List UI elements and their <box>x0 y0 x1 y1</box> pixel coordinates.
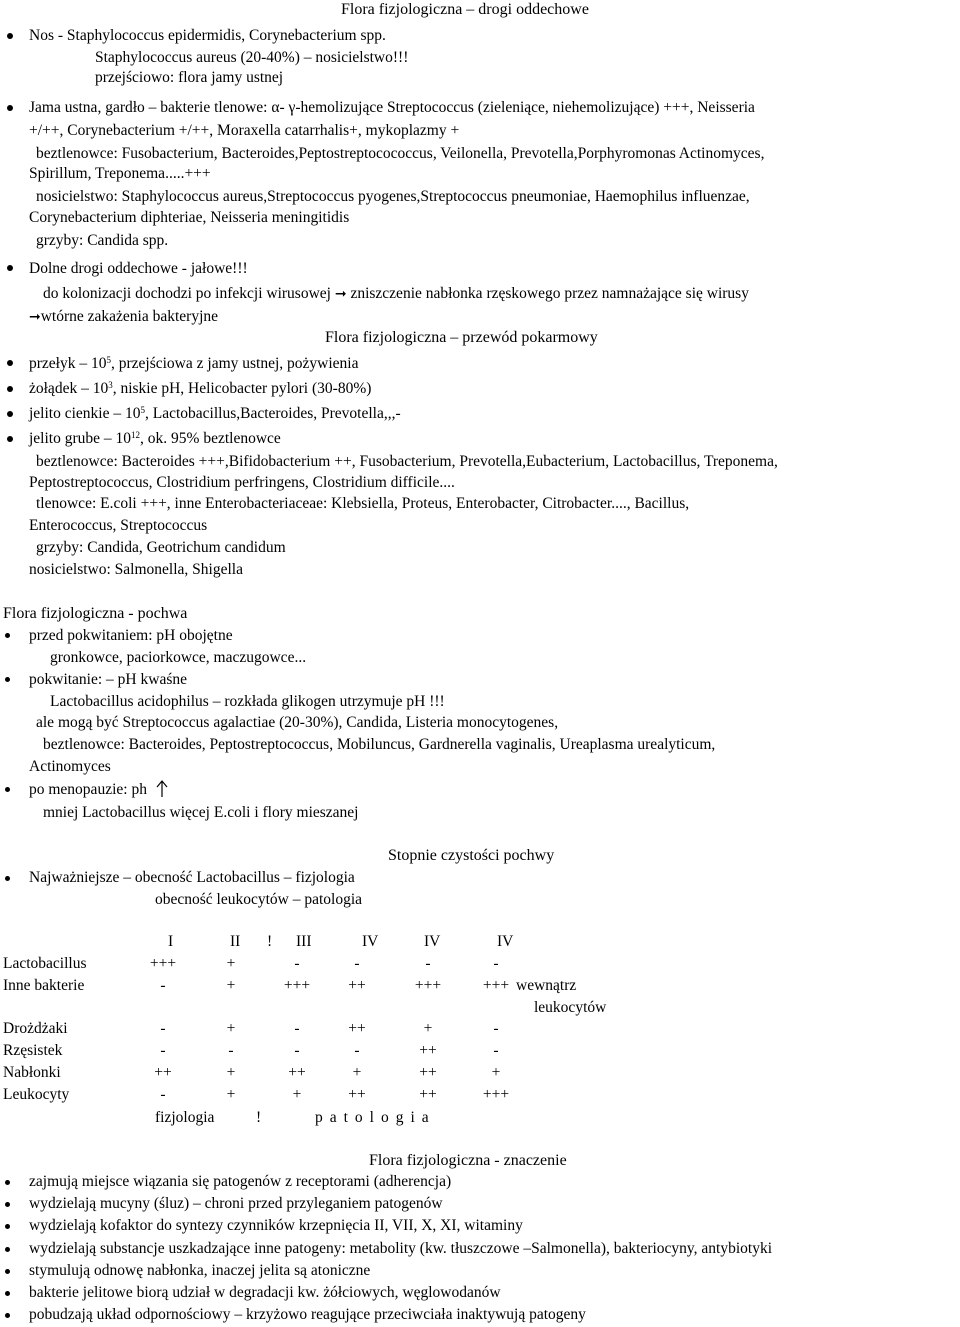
text-line: nosicielstwo: Salmonella, Shigella <box>29 561 243 578</box>
section-title-vagina: Flora fizjologiczna - pochwa <box>3 605 188 622</box>
text-line <box>29 354 358 374</box>
table-footer-physiology: fizjologia <box>155 1109 215 1126</box>
text-line: Najważniejsze – obecność Lactobacillus – fizjologia <box>29 869 355 886</box>
bullet <box>5 1202 10 1207</box>
table-cell: - <box>228 1042 234 1059</box>
arrow-up-icon <box>155 780 169 804</box>
exponent: 3 <box>108 380 113 390</box>
text-line: Staphylococcus aureus (20-40%) – nosicielstwo!!! <box>95 49 409 66</box>
bullet <box>5 876 10 881</box>
table-cell: + <box>423 1020 433 1037</box>
text-line <box>29 780 169 804</box>
table-cell: + <box>352 1064 362 1081</box>
list-item: wydzielają substancje uszkadzające inne patogeny: metabolity (kw. tłuszczowe –Salmonella), bakteriocyny, antybiotyki <box>29 1240 773 1257</box>
text-fragment: , przejściowa z jamy ustnej, pożywienia <box>110 355 359 372</box>
arrow-right-icon: ➞ <box>29 309 41 325</box>
table-cell: +++ <box>149 955 177 972</box>
list-item: stymulują odnowę nabłonka, inaczej jelita są atoniczne <box>29 1262 371 1279</box>
table-header-cell: IV <box>424 933 441 950</box>
text-line <box>29 404 401 424</box>
table-cell: ++ <box>419 1042 437 1059</box>
text-line: Nos - Staphylococcus epidermidis, Corynebacterium spp. <box>29 27 386 44</box>
text-line <box>29 429 281 449</box>
text-line: Enterococcus, Streptococcus <box>29 517 208 534</box>
bullet <box>5 787 10 792</box>
text-fragment: , Lactobacillus,Bacteroides, Prevotella,,,- <box>144 405 401 422</box>
table-cell: ++ <box>348 1020 366 1037</box>
text-line: Peptostreptococcus, Clostridium perfringens, Clostridium difficile.... <box>29 474 455 491</box>
text-line <box>29 307 218 327</box>
bullet <box>5 1269 10 1274</box>
bullet <box>5 1224 10 1229</box>
table-cell: +++ <box>414 977 442 994</box>
bullet <box>5 1247 10 1252</box>
table-cell: +++ <box>482 1086 510 1103</box>
text-line: ale mogą być Streptococcus agalactiae (20-30%), Candida, Listeria monocytogenes, <box>36 714 559 731</box>
exponent: 5 <box>106 355 111 365</box>
table-cell: - <box>354 955 360 972</box>
bullet <box>7 105 13 111</box>
bullet <box>5 1291 10 1296</box>
table-cell: - <box>160 1086 166 1103</box>
text-line: grzyby: Candida spp. <box>36 232 169 249</box>
text-line: Lactobacillus acidophilus – rozkłada glikogen utrzymuje pH !!! <box>50 693 445 710</box>
text-line <box>43 284 749 304</box>
text-line: obecność leukocytów – patologia <box>155 891 363 908</box>
table-cell: + <box>226 1086 236 1103</box>
table-row-label: Leukocyty <box>3 1086 70 1103</box>
exponent: 5 <box>140 405 145 415</box>
text-fragment: , ok. 95% beztlenowce <box>140 430 281 447</box>
table-cell: - <box>160 977 166 994</box>
arrow-right-icon: ➞ <box>334 286 347 302</box>
bullet <box>7 33 13 39</box>
bullet <box>5 1180 10 1185</box>
table-cell: ++ <box>348 1086 366 1103</box>
list-item: wydzielają kofaktor do syntezy czynników krzepnięcia II, VII, X, XI, witaminy <box>29 1217 523 1234</box>
table-cell: - <box>493 955 499 972</box>
table-header-cell: I <box>168 933 174 950</box>
text-line: Dolne drogi oddechowe - jałowe!!! <box>29 260 248 277</box>
table-footer-separator: ! <box>256 1109 262 1126</box>
table-cell: ++ <box>419 1086 437 1103</box>
text-line: grzyby: Candida, Geotrichum candidum <box>36 539 286 556</box>
section-title-digestive: Flora fizjologiczna – przewód pokarmowy <box>325 329 598 346</box>
text-line: tlenowce: E.coli +++, inne Enterobacteriaceae: Klebsiella, Proteus, Enterobacter, Citrobacter...., Bacillus, <box>36 495 690 512</box>
bullet <box>5 633 10 638</box>
table-cell: - <box>425 955 431 972</box>
table-cell: + <box>292 1086 302 1103</box>
text-line: przed pokwitaniem: pH obojętne <box>29 627 233 644</box>
table-header-cell: ! <box>267 933 273 950</box>
table-row-label: Rzęsistek <box>3 1042 63 1059</box>
text-fragment: , niskie pH, Helicobacter pylori (30-80%) <box>112 380 372 397</box>
list-item: bakterie jelitowe biorą udział w degradacji kw. żółciowych, węglowodanów <box>29 1284 501 1301</box>
list-item: zajmują miejsce wiązania się patogenów z receptorami (adherencja) <box>29 1173 452 1190</box>
table-header-cell: IV <box>497 933 514 950</box>
text-line: Jama ustna, gardło – bakterie tlenowe: α- γ-hemolizujące Streptococcus (zieleniące, niehemolizujące) +++, Neisseria <box>29 99 755 116</box>
table-row-label: Inne bakterie <box>3 977 85 994</box>
text-fragment: przełyk – 10 <box>29 355 107 372</box>
table-cell: ++ <box>348 977 366 994</box>
table-cell: - <box>493 1020 499 1037</box>
table-note: wewnątrz <box>516 977 577 994</box>
exponent: 12 <box>131 430 141 440</box>
text-line: nosicielstwo: Staphylococcus aureus,Streptococcus pyogenes,Streptococcus pneumoniae, Haemophilus influenzae, <box>36 188 750 205</box>
list-item: wydzielają mucyny (śluz) – chroni przed przyleganiem patogenów <box>29 1195 443 1212</box>
text-line: mniej Lactobacillus więcej E.coli i flory mieszanej <box>43 804 359 821</box>
table-header-cell: II <box>230 933 241 950</box>
text-fragment: żołądek – 10 <box>29 380 109 397</box>
table-cell: ++ <box>419 1064 437 1081</box>
text-fragment: do kolonizacji dochodzi po infekcji wirusowej <box>43 285 331 302</box>
text-fragment: wtórne zakażenia bakteryjne <box>40 308 219 325</box>
table-cell: - <box>294 1020 300 1037</box>
table-cell: + <box>226 977 236 994</box>
bullet <box>7 265 13 271</box>
table-note: leukocytów <box>534 999 607 1016</box>
text-fragment: zniszczenie nabłonka rzęskowego przez namnażające się wirusy <box>350 285 749 302</box>
section-title-purity: Stopnie czystości pochwy <box>388 847 555 864</box>
text-line: beztlenowce: Bacteroides, Peptostreptococcus, Mobiluncus, Gardnerella vaginalis, Ureaplasma urealyticum, <box>43 736 716 753</box>
table-cell: - <box>493 1042 499 1059</box>
text-line: beztlenowce: Bacteroides +++,Bifidobacterium ++, Fusobacterium, Prevotella,Eubacterium, Lactobacillus, Treponema, <box>36 453 778 470</box>
text-line: gronkowce, paciorkowce, maczugowce... <box>50 649 307 666</box>
table-header-cell: IV <box>362 933 379 950</box>
text-fragment: jelito cienkie – 10 <box>29 405 141 422</box>
text-fragment: jelito grube – 10 <box>29 430 132 447</box>
table-cell: ++ <box>288 1064 306 1081</box>
text-line: przejściowo: flora jamy ustnej <box>95 69 284 86</box>
table-cell: + <box>226 955 236 972</box>
table-cell: +++ <box>482 977 510 994</box>
list-item: pobudzają układ odpornościowy – krzyżowo reagujące przeciwciała inaktywują patogeny <box>29 1306 586 1323</box>
text-line: Spirillum, Treponema.....+++ <box>29 165 211 182</box>
table-cell: - <box>160 1020 166 1037</box>
text-line: pokwitanie: – pH kwaśne <box>29 671 187 688</box>
table-footer-pathology: patologia <box>315 1109 436 1126</box>
table-cell: - <box>294 955 300 972</box>
section-title-significance: Flora fizjologiczna - znaczenie <box>369 1152 567 1169</box>
table-row-label: Nabłonki <box>3 1064 61 1081</box>
section-title-respiratory: Flora fizjologiczna – drogi oddechowe <box>341 1 589 18</box>
table-cell: + <box>226 1020 236 1037</box>
table-cell: + <box>226 1064 236 1081</box>
table-cell: - <box>160 1042 166 1059</box>
text-line: +/++, Corynebacterium +/++, Moraxella catarrhalis+, mykoplazmy + <box>29 122 460 139</box>
text-fragment: po menopauzie: ph <box>29 781 147 798</box>
bullet <box>5 677 10 682</box>
text-line: Corynebacterium diphteriae, Neisseria meningitidis <box>29 209 350 226</box>
bullet <box>7 386 13 392</box>
table-cell: ++ <box>154 1064 172 1081</box>
table-cell: + <box>491 1064 501 1081</box>
table-row-label: Lactobacillus <box>3 955 87 972</box>
text-line: Actinomyces <box>29 758 111 775</box>
table-cell: - <box>294 1042 300 1059</box>
bullet <box>7 411 13 417</box>
table-cell: +++ <box>283 977 311 994</box>
text-line: beztlenowce: Fusobacterium, Bacteroides,Peptostreptocococcus, Veilonella, Prevotella,Porphyromonas Actinomyces, <box>36 145 765 162</box>
bullet <box>7 436 13 442</box>
text-line <box>29 379 371 399</box>
bullet <box>7 360 13 366</box>
bullet <box>5 1313 10 1318</box>
table-row-label: Drożdżaki <box>3 1020 68 1037</box>
table-cell: - <box>354 1042 360 1059</box>
table-header-cell: III <box>296 933 312 950</box>
